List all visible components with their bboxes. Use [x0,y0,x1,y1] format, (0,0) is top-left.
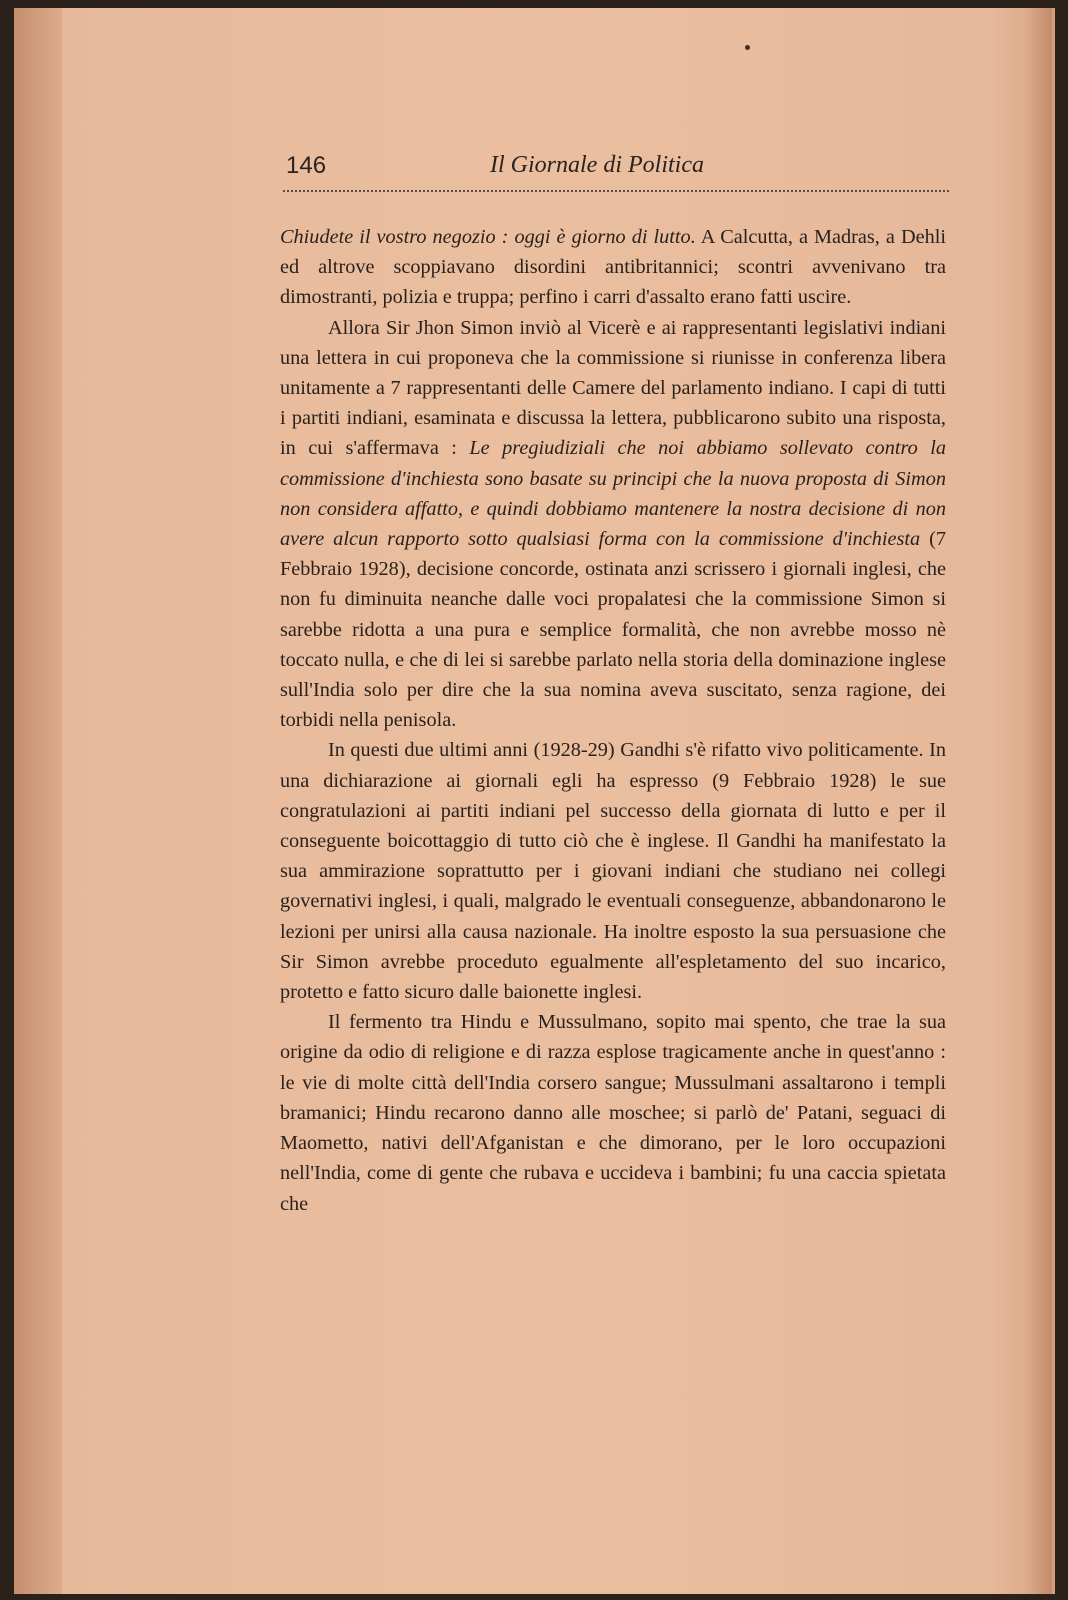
paragraph-1 [280,222,946,313]
running-title: Il Giornale di Politica [490,152,704,178]
page-number: 146 [286,152,327,179]
ink-spot [745,45,750,50]
quoted-slogan: Chiudete il vostro negozio : oggi è giorno di lutto. [280,226,696,248]
page-left-edge [14,8,62,1594]
page-right-edge [1020,8,1052,1594]
paragraph-2-text: (7 Febbraio 1928), decisione concorde, ostinata anzi scrissero i giornali inglesi, che non fu diminuita neanche dalle voci propalatesi che la commissione Simon si sarebbe ridotta a una pura e semplice formalità, che non avrebbe mosso nè toccato nulla, e che di lei si sarebbe parlato nella storia della dominazione inglese sull'India solo per dire che la sua nomina aveva suscitato, senza ragione, dei torbidi nella penisola. [280,528,946,732]
paragraph-2 [280,313,946,736]
paragraph-1-text: A Calcutta, a Madras, a Dehli ed altrove scoppiavano disordini antibritannici; scontri avvenivano tra dimostranti, polizia e truppa; perfino i carri d'assalto erano fatti uscire. [280,226,946,309]
page-header [280,150,952,190]
body-text [280,222,946,1219]
paragraph-4: Il fermento tra Hindu e Mussulmano, sopito mai spento, che trae la sua origine da odio di religione e di razza esplose tragicamente anche in quest'anno : le vie di molte città dell'India corsero sangue; Mussulmani assaltarono i templi bramanici; Hindu recarono danno alle moschee; si parlò de' Patani, seguaci di Maometto, nativi dell'Afganistan e che dimorano, per le loro occupazioni nell'India, come di gente che rubava e uccideva i bambini; fu una caccia spietata che [280,1011,946,1215]
header-dotted-rule [283,190,949,192]
quoted-declaration: Le pregiudiziali che noi abbiamo sollevato contro la commissione d'inchiesta sono basate su principi che la nuova proposta di Simon non considera affatto, e quindi dobbiamo mantenere la nostra decisione di non avere alcun rapporto sotto qualsiasi forma con la commissione d'inchiesta [280,437,946,551]
paragraph-3: In questi due ultimi anni (1928-29) Gandhi s'è rifatto vivo politicamente. In una dichiarazione ai giornali egli ha espresso (9 Febbraio 1928) le sue congratulazioni ai partiti indiani pel successo della giornata di lutto e per il conseguente boicottaggio di tutto ciò che è inglese. Il Gandhi ha manifestato la sua ammirazione soprattutto per i giovani indiani che studiano nei collegi governativi inglesi, i quali, malgrado le eventuali conseguenze, abbandonarono le lezioni per unirsi alla causa nazionale. Ha inoltre esposto la sua persuasione che Sir Simon avrebbe proceduto egualmente all'espletamento del suo incarico, protetto e fatto sicuro dalle baionette inglesi. [280,739,946,1004]
paragraph-2-intro: Allora Sir Jhon Simon inviò al Vicerè e ai rappresentanti legislativi indiani una lettera in cui proponeva che la commissione si riunisse in conferenza libera unitamente a 7 rappresentanti delle Camere del parlamento indiano. I capi di tutti i partiti indiani, esaminata e discussa la lettera, pubblicarono subito una risposta, in cui s'affermava : [280,316,946,460]
